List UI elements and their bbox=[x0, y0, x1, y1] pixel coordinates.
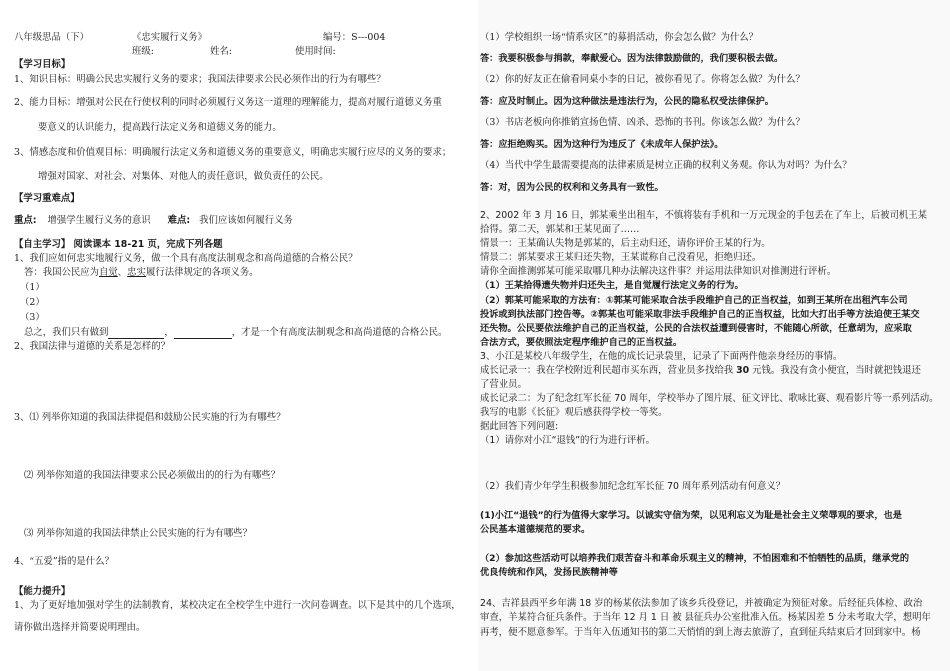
question-2: 2、我国法律与道德的关系是怎样的？ bbox=[14, 341, 170, 352]
key-text: 增强学生履行义务的意识 bbox=[47, 215, 151, 226]
goals-heading: 【学习目标】 bbox=[14, 59, 71, 70]
ability-intro-1: 1、为了更好地加强对学生的法制教育，某校决定在全校学生中进行一次问卷调查。以下是其中的几个选项， bbox=[14, 600, 461, 611]
answer-1-underline-2: 忠实 bbox=[127, 267, 146, 278]
summary-blank-1[interactable] bbox=[108, 328, 164, 339]
survey-q2: （2）你的好友正在偷看同桌小李的日记，被你看见了。你将怎么做？为什么？ bbox=[480, 74, 805, 85]
key-heading: 【学习重难点】 bbox=[14, 193, 80, 204]
case2-line-3: 情景一：王某确认失物是郭某的，后主动归还，请你评价王某的行为。 bbox=[480, 238, 771, 249]
case2-answer-4: 还失物。公民要依法维护自己的正当权益，公民的合法权益遭到侵害时，不能随心所欲，任意胡为，应采取 bbox=[480, 323, 912, 334]
case3-answer-4: 优良传统和作风，发扬民族精神等 bbox=[480, 567, 618, 578]
survey-q1: （1）学校组织一场“情系灾区”的募捐活动，你会怎么做？为什么？ bbox=[480, 32, 759, 43]
self-study-heading: 【自主学习】 阅读课本 18-21 页，完成下列各题 bbox=[14, 239, 223, 250]
difficulty-label: 难点: bbox=[167, 215, 191, 226]
goal-2a: 2、能力目标：增强对公民在行使权利的同时必须履行义务这一道理的理解能力，提高对履行道德义务重 bbox=[14, 97, 442, 108]
question-3-2: ⑵ 列举你知道的我国法律要求公民必须做出的的行为有哪些？ bbox=[24, 470, 281, 481]
survey-a4: 答：对，因为公民的权利和义务具有一致性。 bbox=[480, 182, 664, 193]
blank-item-2[interactable]: （2） bbox=[20, 297, 45, 308]
goal-2b: 要意义的认识能力，提高践行法定义务和道德义务的能力。 bbox=[38, 122, 282, 133]
blank-item-1[interactable]: （1） bbox=[20, 282, 45, 293]
question-3-1: 3、⑴ 列举你知道的我国法律提倡和鼓励公民实施的行为有哪些？ bbox=[14, 412, 286, 423]
survey-a2: 答：应及时制止。因为这种做法是违法行为，公民的隐私权受法律保护。 bbox=[480, 96, 774, 107]
case2-line-5: 请你全面推测郭某可能采取哪几种办法解决这件事？并运用法律知识对推测进行评析。 bbox=[480, 266, 837, 277]
class-label: 班级: bbox=[132, 46, 154, 57]
case3-line-4: 成长记录二：为了纪念红军长征 70 周年，学校举办了图片展、征文评比、歌咏比赛、观看影片等一系列活动。 bbox=[480, 393, 939, 404]
case2-answer-1: （1）王某拾得遗失物并归还失主，是自觉履行法定义务的行为。 bbox=[480, 280, 744, 291]
case2-answer-5: 合法方式，要依照法定程序维护自己的正当权益。 bbox=[480, 337, 683, 348]
survey-q3: （3）书店老板向你推销宣扬色情、凶杀、恐怖的书刊。你该怎么做？为什么？ bbox=[480, 117, 805, 128]
answer-1 bbox=[24, 267, 258, 279]
question-4: 4、“五爱”指的是什么？ bbox=[14, 556, 114, 567]
case3-line-2 bbox=[480, 365, 921, 377]
summary-post: ，才是一个有高度法制观念和高尚道德的合格公民。 bbox=[231, 327, 448, 338]
survey-q4: （4）当代中学生最需要提高的法律素质是树立正确的权利义务观。你认为对吗？为什么？ bbox=[480, 160, 852, 171]
case3-amount: 30 bbox=[736, 365, 750, 376]
case4-line-2: 审查，羊某符合征兵条件。于当年 12 月 1 日 被 县征兵办公室批准入伍。杨某因差 5 分未考取大学，想明年 bbox=[480, 612, 931, 623]
case3-answer-2: 公民基本道德规范的要求。 bbox=[480, 524, 591, 535]
right-column bbox=[478, 0, 950, 671]
case3-line-2-post: 元钱。我没有贪小便宜，当时就把钱退还 bbox=[749, 365, 921, 376]
summary-sep: ， bbox=[164, 327, 174, 338]
answer-1-underline-1: 自觉 bbox=[99, 267, 118, 278]
case3-line-6: 据此回答下列问题: bbox=[480, 421, 559, 432]
name-label: 姓名: bbox=[210, 46, 232, 57]
case2-answer-2: （2）郭某可能采取的方法有：①郭某可能采取合法手段维护自己的正当权益，如到王某所在出租汽车公司 bbox=[480, 295, 908, 306]
answer-1-pre: 答：我国公民应为 bbox=[24, 267, 100, 278]
answer-1-sep: 、 bbox=[117, 267, 128, 278]
goal-3b: 增强对国家、对社会、对集体、对他人的责任意识，做负责任的公民。 bbox=[38, 171, 329, 182]
doc-number: 编号：S---004 bbox=[323, 32, 386, 43]
case2-line-1: 2、2002 年 3 月 16 日，郭某乘坐出租车，不慎将装有手机和一万元现金的手包丢在了车上，后被司机王某 bbox=[480, 210, 927, 221]
grade-label: 八年级思品（下） bbox=[14, 32, 90, 43]
case4-line-1: 24、吉祥县西平乡年满 18 岁的杨某依法参加了该乡兵役登记，并被确定为预征对象。后经征兵体检、政治 bbox=[480, 598, 923, 609]
ability-heading: 【能力提升】 bbox=[14, 586, 71, 597]
question-3-3: ⑶ 列举你知道的我国法律禁止公民实施的行为有哪些？ bbox=[24, 528, 252, 539]
case3-line-8: （2）我们青少年学生积极参加纪念红军长征 70 周年系列活动有何意义？ bbox=[480, 481, 786, 492]
blank-item-3[interactable]: （3） bbox=[20, 312, 45, 323]
difficulty-text: 我们应该如何履行义务 bbox=[199, 215, 293, 226]
summary-line bbox=[24, 327, 447, 339]
case4-line-3: 再考，便不愿意参军。于当年入伍通知书的第二天悄悄的到上海去旅游了，直到征兵结束后才回到家中。杨 bbox=[480, 627, 921, 638]
case2-line-2: 拾得。第二天，郭某和王某见面了…… bbox=[480, 224, 640, 235]
answer-1-post: 履行法律规定的各项义务。 bbox=[145, 267, 259, 278]
summary-blank-2[interactable] bbox=[174, 328, 232, 339]
key-points bbox=[14, 215, 293, 227]
case3-line-2-pre: 成长记录一：我在学校附近利民超市买东西，营业员多找给我 bbox=[480, 365, 737, 376]
case3-line-7: （1）请你对小江“退钱”的行为进行评析。 bbox=[480, 435, 656, 446]
lesson-title: 《忠实履行义务》 bbox=[132, 32, 208, 43]
goal-3a: 3、情感态度和价值观目标：明确履行法定义务和道德义务的重要意义，明确忠实履行应尽的义务的要求； bbox=[14, 147, 452, 158]
case2-line-4: 情景二：郭某要求王某归还失物，王某谎称自己没看见，拒绝归还。 bbox=[480, 252, 762, 263]
survey-a3: 答：应拒绝购买。因为这种行为违反了《未成年人保护法》。 bbox=[480, 139, 724, 150]
time-label: 使用时间: bbox=[295, 46, 336, 57]
survey-a1: 答：我要积极参与捐款，奉献爱心。因为法律鼓励做的，我们要积极去做。 bbox=[480, 53, 784, 64]
summary-pre: 总之，我们只有做到 bbox=[24, 327, 109, 338]
left-column bbox=[0, 0, 470, 671]
case3-answer-1: (1)小江“退钱”的行为值得大家学习。以诚实守信为荣，以见利忘义为耻是社会主义荣辱观的要求，也是 bbox=[480, 510, 902, 521]
case3-line-1: 3、小江是某校八年级学生，在他的成长记录袋里，记录了下面两件他亲身经历的事情。 bbox=[480, 351, 843, 362]
case2-answer-3: 投诉或到执法部门控告等。②郭某也可能采取非法手段维护自己的正当权益，比如大打出手等方法迫使王某交 bbox=[480, 309, 920, 320]
ability-intro-2: 请你做出选择并简要说明理由。 bbox=[14, 622, 146, 633]
case3-line-3: 了营业员。 bbox=[480, 379, 527, 390]
case3-answer-3: （2）参加这些活动可以培养我们艰苦奋斗和革命乐观主义的精神，不怕困难和不怕牺牲的品质，继承党的 bbox=[480, 553, 910, 564]
key-label: 重点: bbox=[14, 215, 37, 226]
goal-1: 1、知识目标：明确公民忠实履行义务的要求；我国法律要求公民必须作出的行为有哪些？ bbox=[14, 74, 386, 85]
question-1: 1、我们应如何忠实地履行义务，做一个具有高度法制观念和高尚道德的合格公民？ bbox=[14, 253, 358, 264]
case3-line-5: 我写的电影《长征》观后感获得学校一等奖。 bbox=[480, 407, 668, 418]
